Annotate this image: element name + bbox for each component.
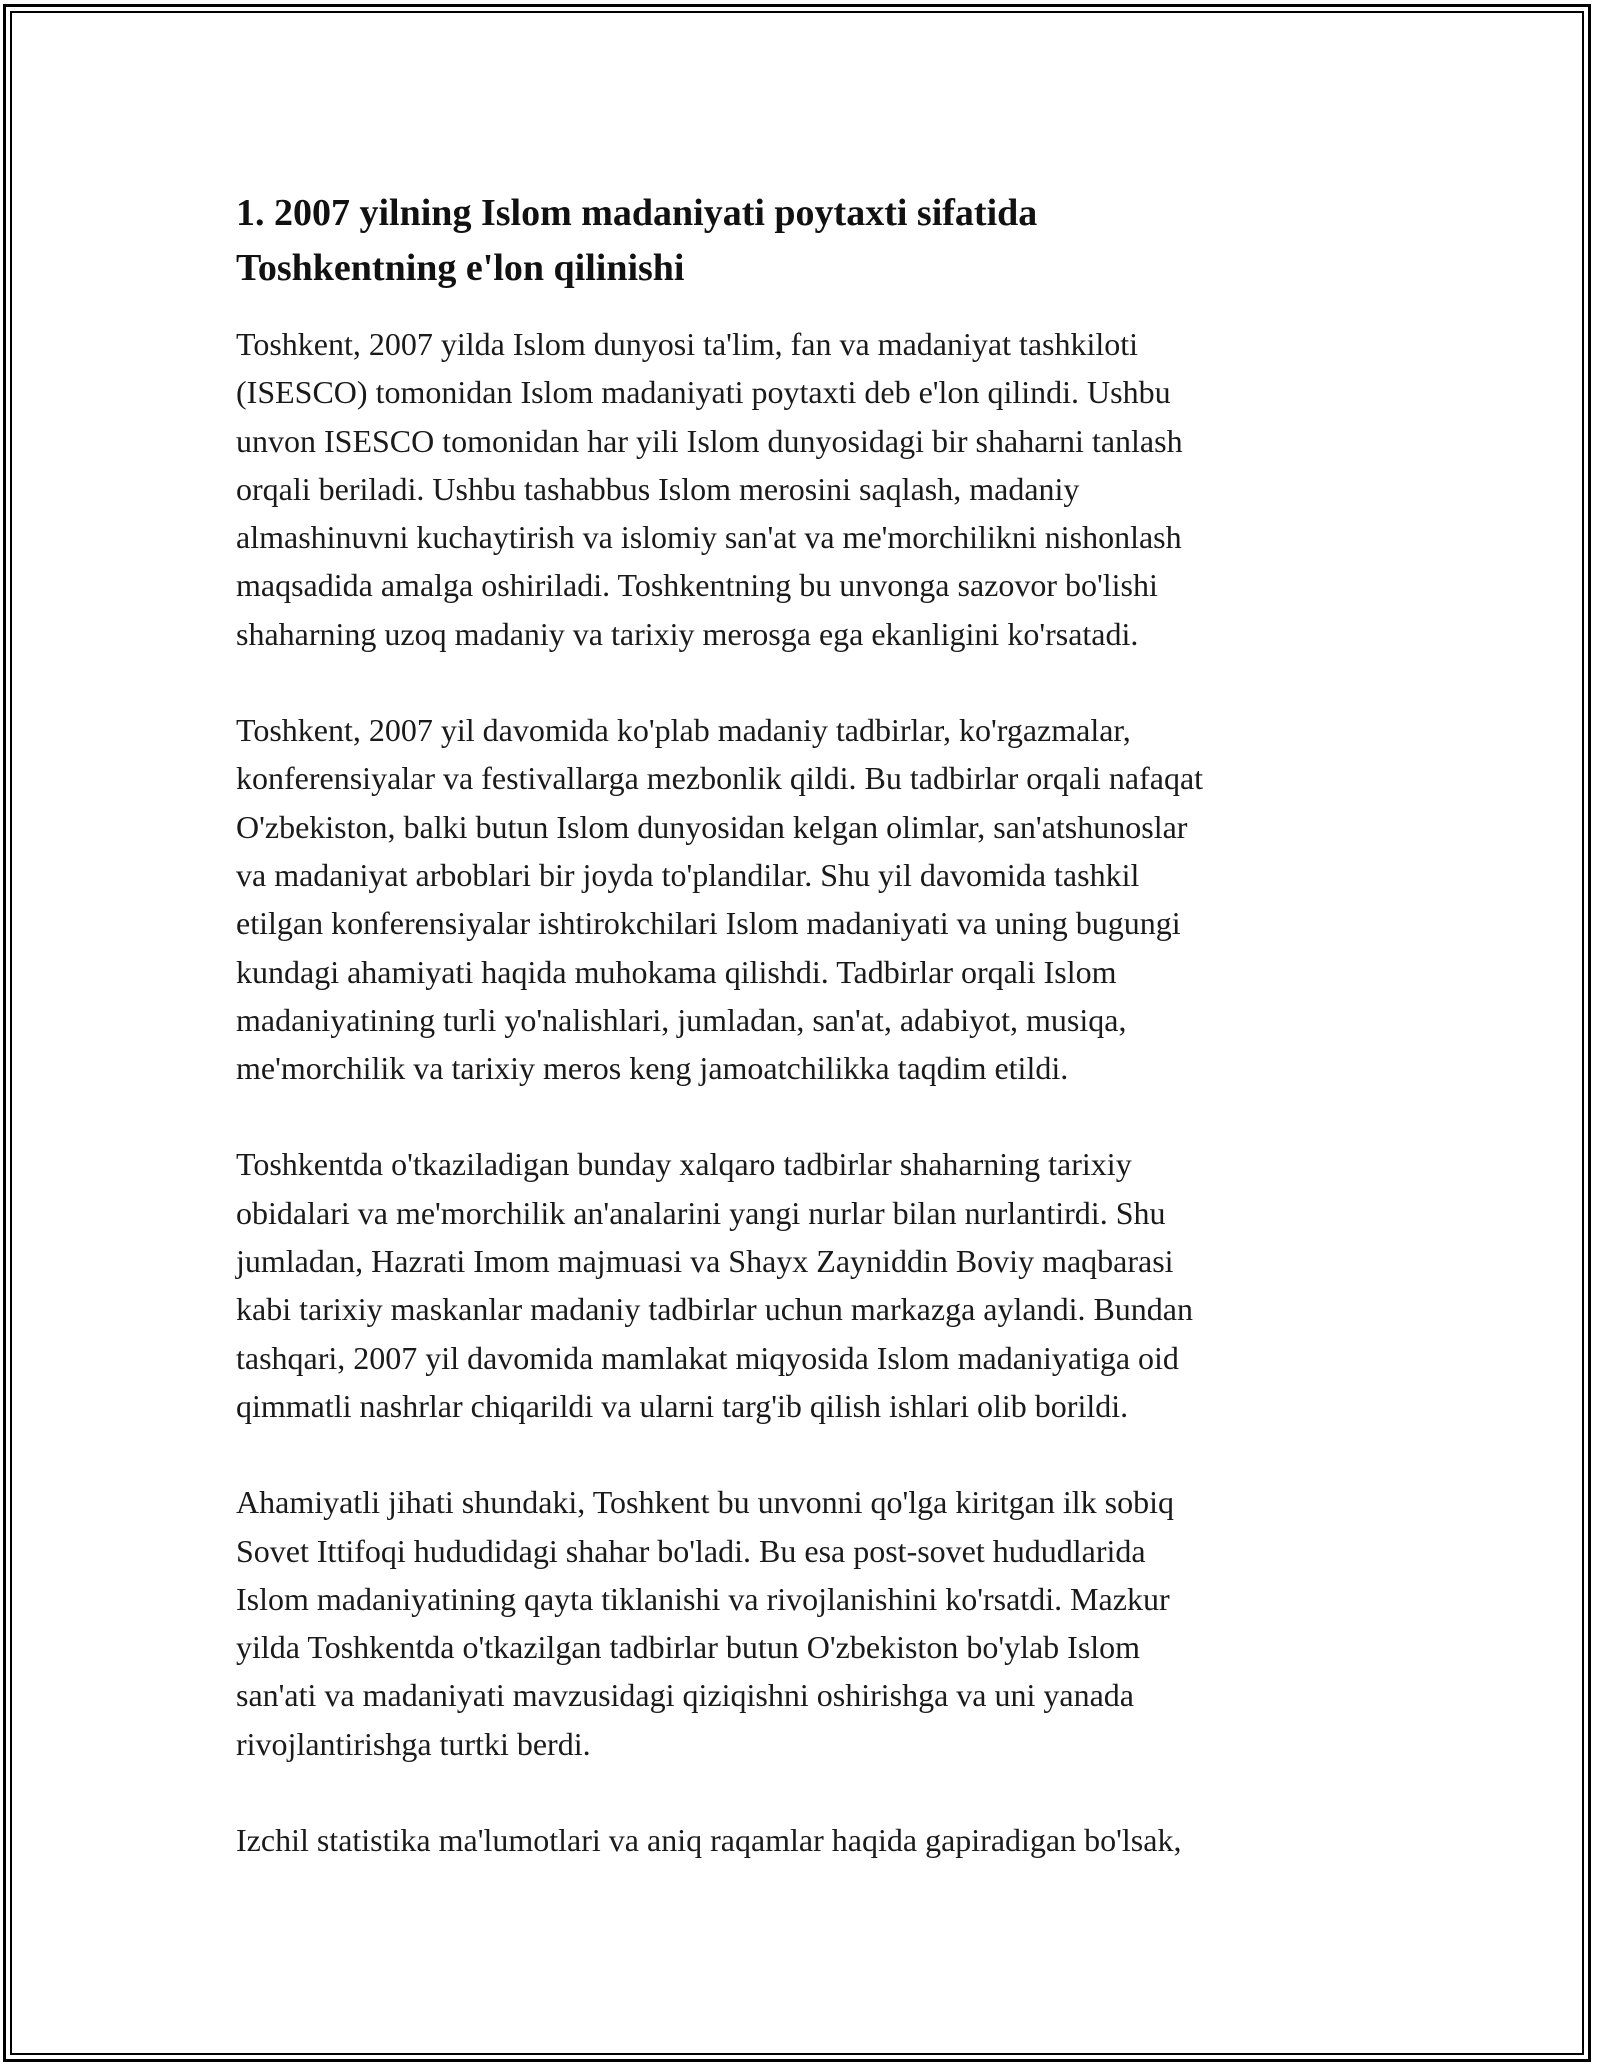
- text-line: Toshkent, 2007 yil davomida ko'plab madaniy tadbirlar, ko'rgazmalar,: [236, 712, 1131, 749]
- text-line: yilda Toshkentda o'tkazilgan tadbirlar butun O'zbekiston bo'ylab Islom: [236, 1629, 1141, 1666]
- paragraph: [236, 320, 1356, 658]
- text-line: Islom madaniyatining qayta tiklanishi va rivojlanishini ko'rsatdi. Mazkur: [236, 1580, 1170, 1617]
- text-line: etilgan konferensiyalar ishtirokchilari Islom madaniyati va uning bugungi: [236, 905, 1181, 942]
- text-line: konferensiyalar va festivallarga mezbonlik qildi. Bu tadbirlar orqali nafaqat: [236, 760, 1204, 797]
- text-line: Izchil statistika ma'lumotlari va aniq raqamlar haqida gapiradigan bo'lsak,: [236, 1822, 1182, 1859]
- text-line: kundagi ahamiyati haqida muhokama qilishdi. Tadbirlar orqali Islom: [236, 953, 1117, 990]
- text-line: Toshkentda o'tkaziladigan bunday xalqaro tadbirlar shaharning tarixiy: [236, 1146, 1132, 1183]
- text-line: san'ati va madaniyati mavzusidagi qiziqishni oshirishga va uni yanada: [236, 1677, 1134, 1714]
- text-line: Toshkent, 2007 yilda Islom dunyosi ta'lim, fan va madaniyat tashkiloti: [236, 326, 1139, 362]
- text-line: qimmatli nashrlar chiqarildi va ularni targ'ib qilish ishlari olib borildi.: [236, 1387, 1129, 1424]
- document-body: [236, 186, 1356, 1864]
- text-line: obidalari va me'morchilik an'analarini yangi nurlar bilan nurlantirdi. Shu: [236, 1194, 1166, 1231]
- text-line: jumladan, Hazrati Imom majmuasi va Shayx Zayniddin Boviy maqbarasi: [236, 1243, 1174, 1280]
- text-line: me'morchilik va tarixiy meros keng jamoatchilikka taqdim etildi.: [236, 1050, 1069, 1087]
- text-line: madaniyatining turli yo'nalishlari, jumladan, san'at, adabiyot, musiqa,: [236, 1001, 1127, 1038]
- heading-line: 1. 2007 yilning Islom madaniyati poytaxti sifatida: [236, 192, 1038, 234]
- paragraph: [236, 1478, 1356, 1768]
- text-line: maqsadida amalga oshiriladi. Toshkentning bu unvonga sazovor bo'lishi: [236, 567, 1158, 604]
- text-line: tashqari, 2007 yil davomida mamlakat miqyosida Islom madaniyatiga oid: [236, 1339, 1179, 1376]
- paragraph: [236, 1140, 1356, 1430]
- text-line: O'zbekiston, balki butun Islom dunyosidan kelgan olimlar, san'atshunoslar: [236, 808, 1188, 845]
- heading-line: Toshkentning e'lon qilinishi: [236, 247, 685, 289]
- text-line: va madaniyat arboblari bir joyda to'plandilar. Shu yil davomida tashkil: [236, 856, 1140, 893]
- text-line: Ahamiyatli jihati shundaki, Toshkent bu unvonni qo'lga kiritgan ilk sobiq: [236, 1484, 1174, 1521]
- text-line: orqali beriladi. Ushbu tashabbus Islom merosini saqlash, madaniy: [236, 470, 1080, 507]
- text-line: kabi tarixiy maskanlar madaniy tadbirlar uchun markazga aylandi. Bundan: [236, 1291, 1193, 1328]
- text-line: Sovet Ittifoqi hududidagi shahar bo'ladi. Bu esa post-sovet hududlarida: [236, 1532, 1146, 1569]
- section-heading: [236, 186, 1356, 296]
- paragraph: [236, 706, 1356, 1092]
- text-line: (ISESCO) tomonidan Islom madaniyati poytaxti deb e'lon qilindi. Ushbu: [236, 374, 1171, 411]
- text-line: shaharning uzoq madaniy va tarixiy merosga ega ekanligini ko'rsatadi.: [236, 615, 1139, 652]
- text-line: unvon ISESCO tomonidan har yili Islom dunyosidagi bir shaharni tanlash: [236, 422, 1183, 459]
- text-line: almashinuvni kuchaytirish va islomiy san'at va me'morchilikni nishonlash: [236, 519, 1182, 556]
- paragraph: [236, 1816, 1356, 1864]
- text-line: rivojlantirishga turtki berdi.: [236, 1725, 591, 1762]
